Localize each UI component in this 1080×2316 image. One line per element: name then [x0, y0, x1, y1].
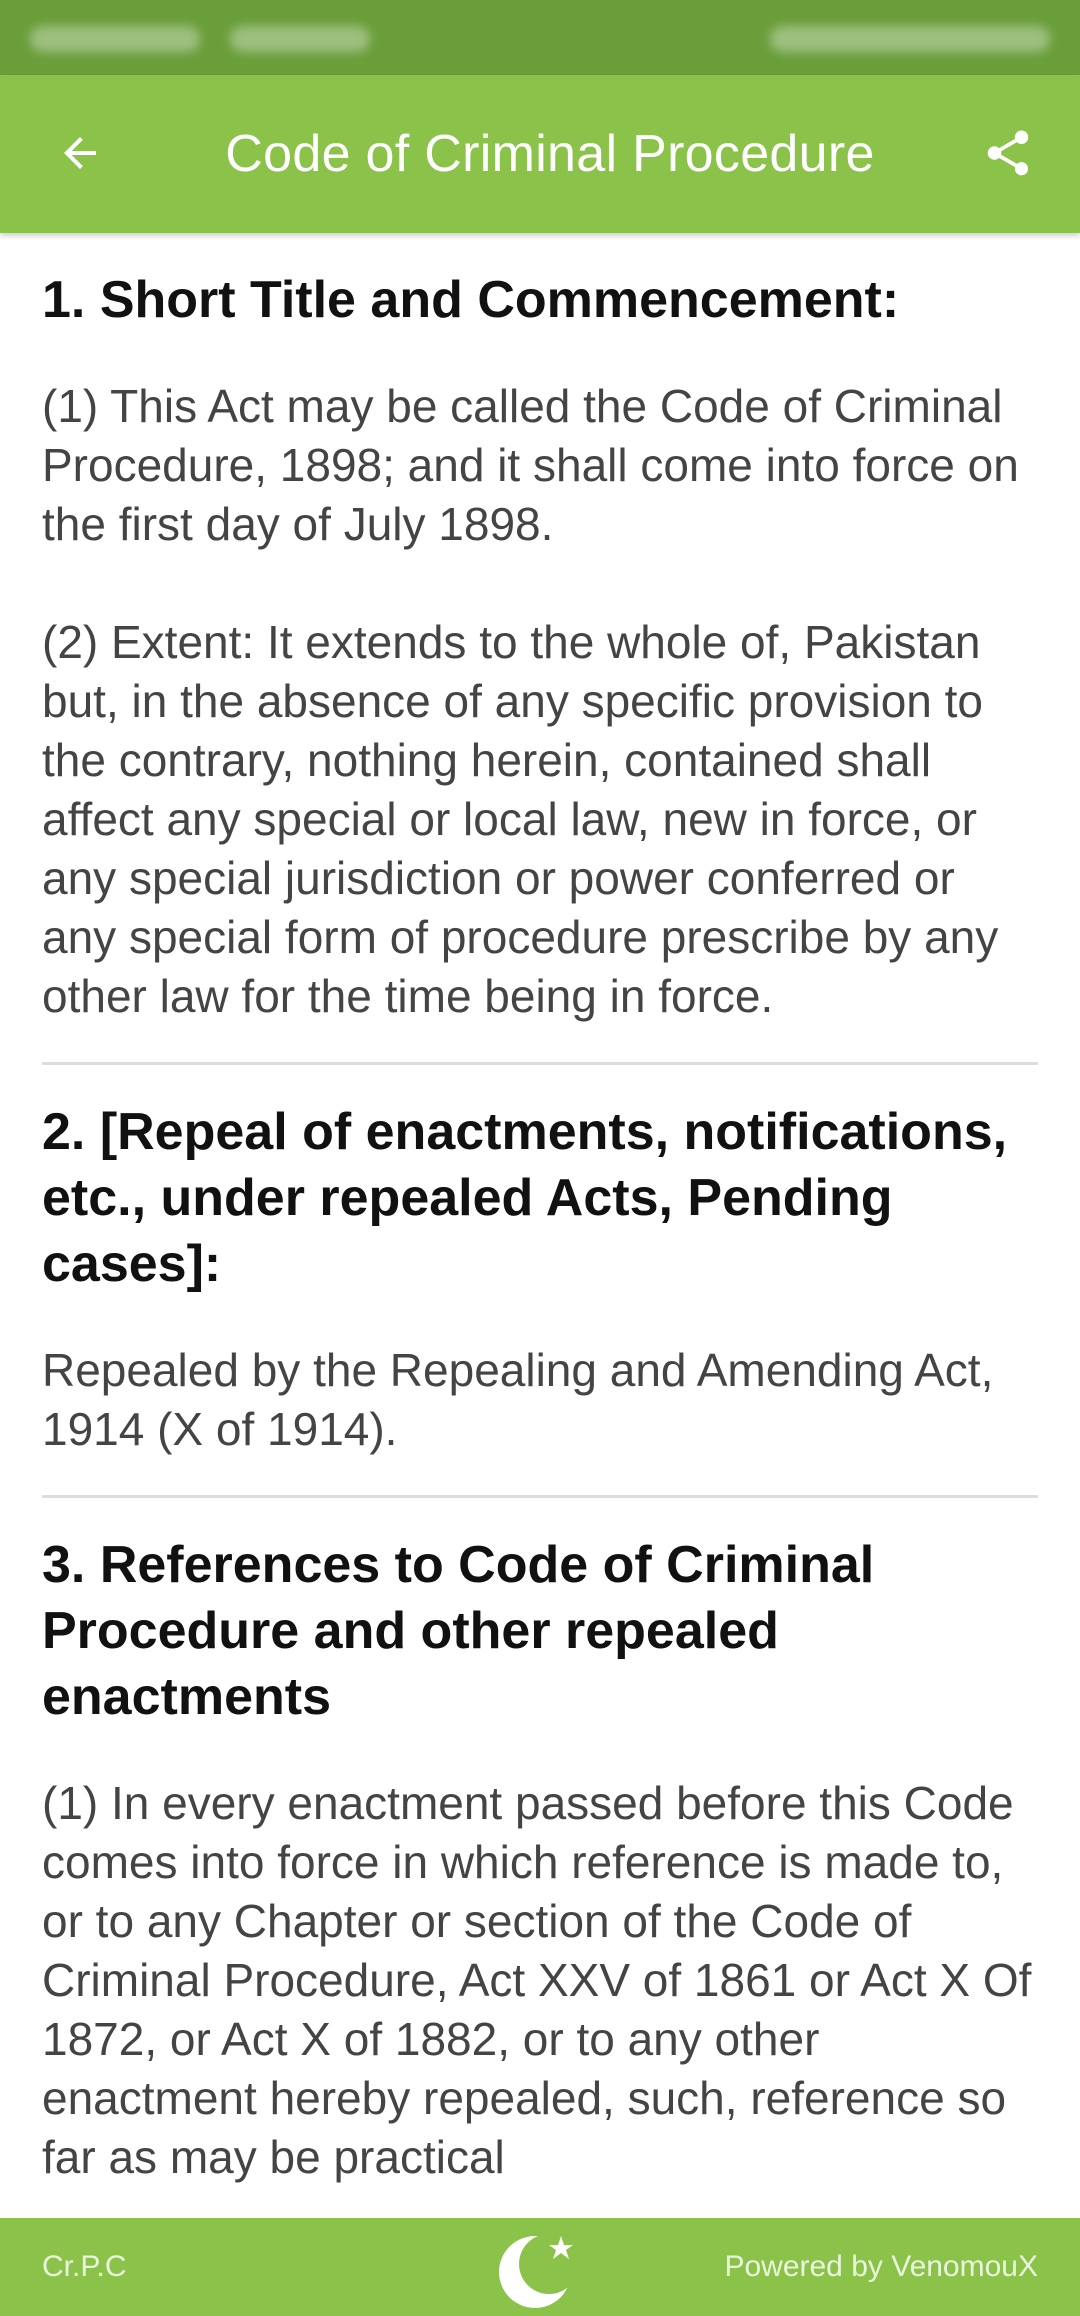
- section-1: [42, 267, 1038, 1065]
- footer-powered-by: Powered by VenomouX: [724, 2250, 1038, 2283]
- status-time-blurred: [30, 26, 200, 52]
- arrow-left-icon: [56, 129, 104, 177]
- footer-bar: [0, 2218, 1080, 2316]
- status-date-blurred: [230, 26, 370, 52]
- section-heading: 1. Short Title and Commencement:: [42, 271, 900, 329]
- section-heading: 2. [Repeal of enactments, notifications, etc., under repealed Acts, Pending cases]:: [42, 1103, 1008, 1293]
- page-title: Code of Criminal Procedure: [225, 125, 875, 183]
- section-paragraph: (1) This Act may be called the Code of Criminal Procedure, 1898; and it shall come into force on the first day of July 1898.: [42, 380, 1019, 550]
- crescent-star-icon: [495, 2228, 585, 2312]
- status-bar: [0, 0, 1080, 75]
- section-paragraph: (1) In every enactment passed before this Code comes into force in which reference is made to, or to any Chapter or section of the Code of Criminal Procedure, Act XXV of 1861 or Act X Of 1872, or Act X of 1882, or to any other enactment hereby repealed, such, reference so far as may be practical: [42, 1777, 1032, 2183]
- footer-app-abbrev: Cr.P.C: [42, 2250, 127, 2283]
- section-paragraph: Repealed by the Repealing and Amending Act, 1914 (X of 1914).: [42, 1344, 994, 1455]
- section-3: [42, 1532, 1038, 2187]
- status-indicators-blurred: [770, 26, 1050, 52]
- section-heading: 3. References to Code of Criminal Procedure and other repealed enactments: [42, 1536, 875, 1726]
- back-button[interactable]: [38, 111, 122, 195]
- section-paragraph: (2) Extent: It extends to the whole of, Pakistan but, in the absence of any specific provision to the contrary, nothing herein, contained shall affect any special or local law, new in force, or any special jurisdiction or power conferred or any special form of procedure prescribe by any other law for the time being in force.: [42, 616, 999, 1022]
- section-body: [42, 1341, 1038, 1459]
- share-icon: [981, 126, 1035, 180]
- document-content[interactable]: [0, 233, 1080, 2218]
- section-body: [42, 377, 1038, 1026]
- app-bar: [0, 75, 1080, 233]
- share-button[interactable]: [966, 111, 1050, 195]
- section-2: [42, 1099, 1038, 1498]
- section-body: [42, 1774, 1038, 2187]
